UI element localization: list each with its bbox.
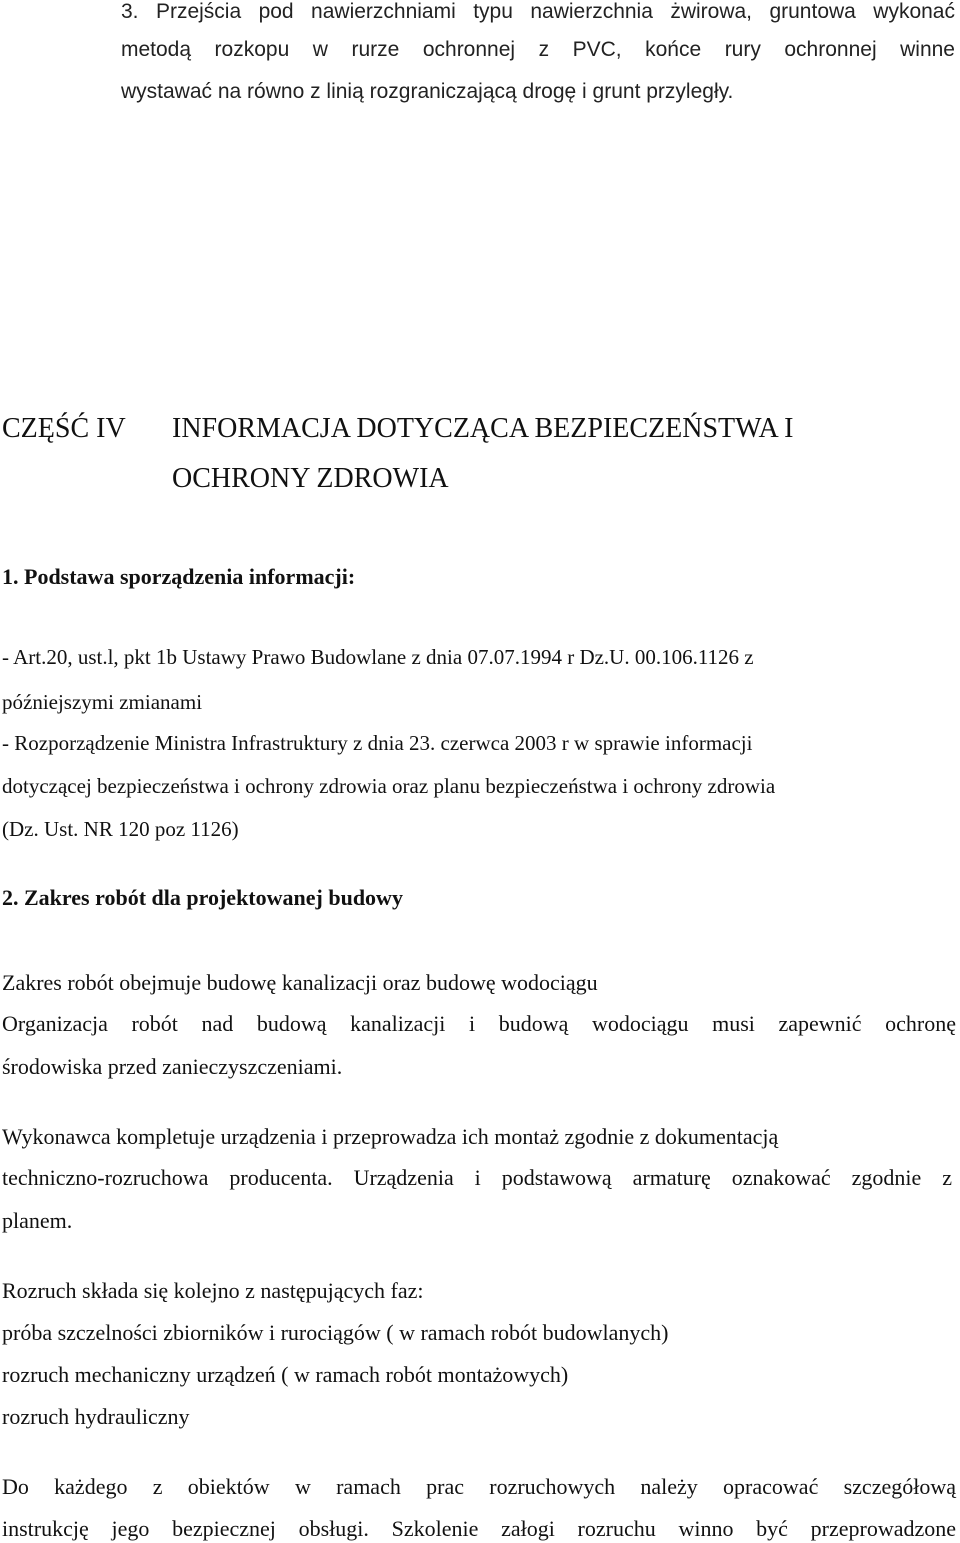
scope-p3-line3: planem. bbox=[2, 1208, 73, 1233]
phase-1: próba szczelności zbiorników i rurociągów ( w ramach robót budowlanych) bbox=[2, 1320, 669, 1345]
item3-line1: 3. Przejścia pod nawierzchniami typu nawierzchnia żwirowa, gruntowa wykonać bbox=[121, 0, 955, 23]
basis-heading: 1. Podstawa sporządzenia informacji: bbox=[2, 564, 356, 589]
phase-2: rozruch mechaniczny urządzeń ( w ramach robót montażowych) bbox=[2, 1362, 569, 1387]
scope-p2-line2: środowiska przed zanieczyszczeniami. bbox=[2, 1054, 343, 1079]
section-title-line1: INFORMACJA DOTYCZĄCA BEZPIECZEŃSTWA I bbox=[172, 413, 794, 444]
law2-line3: (Dz. Ust. NR 120 poz 1126) bbox=[2, 817, 239, 841]
scope-p1: Zakres robót obejmuje budowę kanalizacji oraz budowę wodociągu bbox=[2, 970, 598, 995]
law1-line1: - Art.20, ust.l, pkt 1b Ustawy Prawo Budowlane z dnia 07.07.1994 r Dz.U. 00.106.1126 z bbox=[2, 645, 754, 669]
scope-heading: 2. Zakres robót dla projektowanej budowy bbox=[2, 885, 403, 910]
law2-line2: dotyczącej bezpieczeństwa i ochrony zdrowia oraz planu bezpieczeństwa i ochrony zdrowia bbox=[2, 774, 776, 798]
item3-line3: wystawać na równo z linią rozgraniczającą drogę i grunt przyległy. bbox=[121, 80, 734, 103]
law2-line1: - Rozporządzenie Ministra Infrastruktury z dnia 23. czerwca 2003 r w sprawie informacji bbox=[2, 731, 753, 755]
section-title-line2: OCHRONY ZDROWIA bbox=[172, 463, 449, 494]
item3-line2: metodą rozkopu w rurze ochronnej z PVC, końce rury ochronnej winne bbox=[121, 38, 955, 61]
phase-3: rozruch hydrauliczny bbox=[2, 1404, 190, 1429]
scope-p3-line1: Wykonawca kompletuje urządzenia i przeprowadza ich montaż zgodnie z dokumentacją bbox=[2, 1124, 779, 1149]
scope-p5-line2: instrukcję jego bezpiecznej obsługi. Szkolenie załogi rozruchu winno być przeprowadzone bbox=[2, 1516, 956, 1541]
law1-line2: późniejszymi zmianami bbox=[2, 690, 203, 714]
section-label: CZĘŚĆ IV bbox=[2, 413, 126, 444]
scope-p3-line2: techniczno-rozruchowa producenta. Urządzenia i podstawową armaturę oznakować zgodnie z bbox=[2, 1165, 952, 1190]
scope-p2-line1: Organizacja robót nad budową kanalizacji i budową wodociągu musi zapewnić ochronę bbox=[2, 1011, 956, 1036]
scope-p4: Rozruch składa się kolejno z następujących faz: bbox=[2, 1278, 424, 1303]
scope-p5-line1: Do każdego z obiektów w ramach prac rozruchowych należy opracować szczegółową bbox=[2, 1474, 956, 1499]
